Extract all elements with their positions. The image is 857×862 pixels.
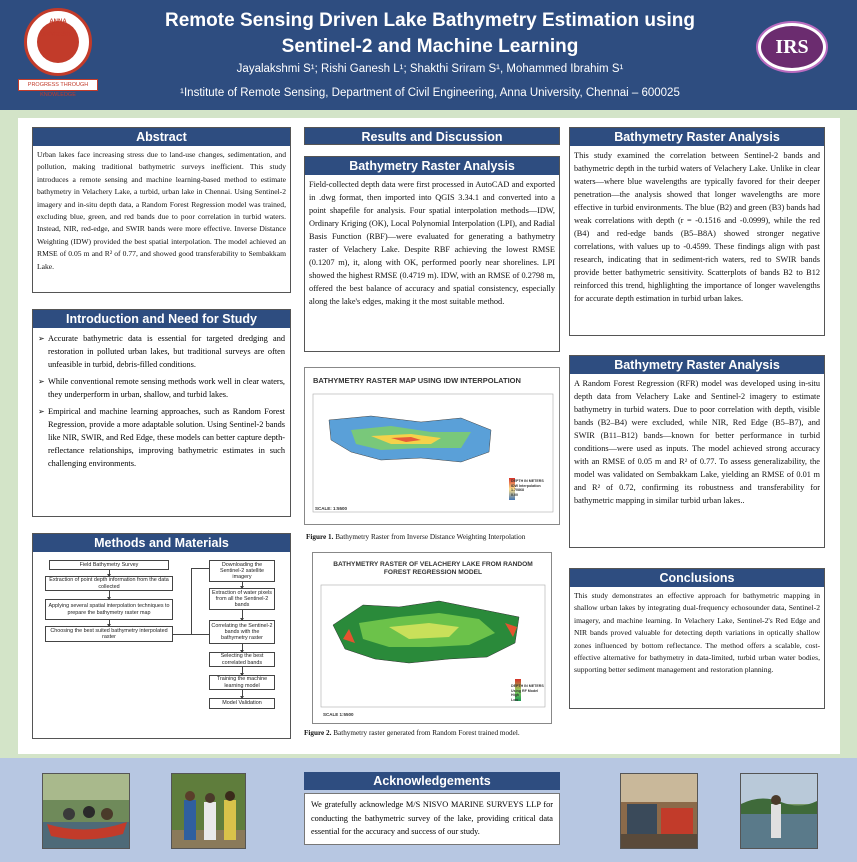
methods-flowchart [39,558,285,734]
authors: Jayalakshmi S¹; Rishi Ganesh L¹; Shakthi Sriram S¹, Mohammed Ibrahim S¹ [236,63,624,75]
flow-step: Selecting the best correlated bands [209,652,275,667]
figure1-caption: Figure 1. Bathymetry Raster from Inverse Distance Weighting Interpolation [306,533,526,541]
anna-university-logo: ANNA UNIVERSITY PROGRESS THROUGH KNOWLEDGE [18,8,98,93]
field-photo-lake [740,773,818,849]
flow-step: Correlating the Sentinel-2 bands with the bathymetry raster [209,620,275,644]
band-correlation-heading: Bathymetry Raster Analysis [570,128,824,146]
idw-map-title: BATHYMETRY RASTER MAP USING IDW INTERPOLATION [313,376,521,385]
band-correlation-section [569,127,825,336]
flow-step: Training the machine learning model [209,675,275,690]
conclusions-section [569,568,825,709]
flow-step: Extraction of point depth information from the data collected [45,576,173,591]
band-correlation-body: This study examined the correlation between Sentinel-2 bands and bathymetric depth in the turbid waters of Velachery Lake. Unlike in clear waters—where blue wavelengths are typically favored for their deeper penetration—the analysis showed that longer wavelengths are more effective in turbid environments. The blue (B2) and green (B3) bands had weak correlations with depth (r = -0.1516 and -0.0999), while the red (B4) and red-edge bands (B5–B8A) showed stronger negative correlations, with values up to -0.4599. These findings align with past research, indicating that in sediment-rich waters, red to SWIR bands provide better bathymetric sensitivity. Scatterplots of bands B2 to B12 reinforced this trend, highlighting the importance of longer wavelengths for accurate depth estimation in turbid urban lakes. [574,151,820,303]
field-photo-boat [42,773,130,849]
list-item: ➢ While conventional remote sensing methods work well in clear waters, they underperform in urban, shallow, and turbid lakes. [38,375,285,401]
results-heading: Results and Discussion [304,127,560,145]
methods-section [32,533,291,739]
rf-model-heading: Bathymetry Raster Analysis [570,356,824,374]
rf-map-title: BATHYMETRY RASTER OF VELACHERY LAKE FROM RANDOM FOREST REGRESSION MODEL [333,561,533,576]
acknowledgements-heading: Acknowledgements [304,772,560,790]
idw-map-scale: SCALE: 1:5500 [315,506,348,511]
flow-step: Applying several spatial interpolation techniques to prepare the bathymetry raster map [45,599,173,620]
abstract-body: Urban lakes face increasing stress due to land-use changes, sedimentation, and pollution, making traditional bathymetric surveys inefficient. This study introduces a remote sensing and machine learning-based method to estimate bathymetry in Velachery Lake, a turbid, urban lake in Chennai. Using Sentinel-2 imagery and in-situ depth data, a Random Forest Regression model was trained, excluding blue, green, and red bands due to poor correlation in turbid waters. Instead, NIR, red-edge, and SWIR bands were more effective. Inverse Distance Weighting (IDW) provided the best spatial interpolation. The model achieved an RMSE of 0.05 m and R² of 0.77, and showed good transferability to Sembakkam Lake. [37,150,286,271]
introduction-heading: Introduction and Need for Study [33,310,290,328]
conclusions-heading: Conclusions [570,569,824,587]
rf-model-section [569,355,825,548]
abstract-section [32,127,291,293]
results-section [304,156,560,352]
figure2-caption: Figure 2. Bathymetry raster generated from Random Forest trained model. [304,729,520,737]
field-photo-team [171,773,246,849]
flow-step: Extraction of water pixels from all the Sentinel-2 bands [209,588,275,610]
flow-step: Field Bathymetry Survey [49,560,169,570]
introduction-section [32,309,291,517]
poster-header [0,0,857,110]
results-body: Field-collected depth data were first processed in AutoCAD and exported in .dwg format, then imported into QGIS 3.34.1 and converted into a point shapefile for analysis. Four spatial interpolation methods—IDW, Ordinary Kriging (OK), Local Polynomial Interpolation (LPI), and Radial Basis Function (RBF)—were evaluated for generating a bathymetry raster of Velachery Lake. Despite RBF achieving the lowest RMSE (0.1207 m), it, along with OK, performed poorly near shorelines. LPI showed the highest RMSE (0.4719 m). IDW, with an RMSE of 0.2798 m, offered the best balance of accuracy and spatial consistency, especially along the lake's edges, making it the most suitable method. [309,180,555,306]
list-item: ➢ Empirical and machine learning approaches, such as Random Forest Regression, provide a more adaptable solution. Using Sentinel-2 bands like NIR, SWIR, and Red Edge, these models can better capture depth-reflectance relationships, improving bathymetric estimates in such challenging environments. [38,405,285,470]
acknowledgements-body: We gratefully acknowledge M/S NISVO MARINE SURVEYS LLP for conducting the bathymetric survey of the lake, providing critical data essential for the accuracy and success of our study. [304,793,560,845]
rf-map-scale: SCALE 1:5500 [323,712,354,717]
abstract-heading: Abstract [33,128,290,146]
idw-map-figure: BATHYMETRY RASTER MAP USING IDW INTERPOLATION DEPTH IN METERS IDW Interpolation 1.70868 0.00 SCALE: 1:5500 [304,367,560,525]
introduction-list [33,328,290,470]
conclusions-body: This study demonstrates an effective approach for bathymetric mapping in shallow urban lakes by integrating dual-frequency echosounder data, Sentinel-2 imagery, and machine learning. In Velachery Lake, Sentinel-2's Red Edge and NIR bands proved valuable for detecting depth variations in optically shallow zones influenced by bottom reflectance. The method offers a scalable, cost-effective alternative for bathymetry in data-limited, turbid urban water bodies, supporting better sediment management and restoration planning. [574,591,820,675]
list-item: ➢ Accurate bathymetric data is essential for targeted dredging and restoration in polluted urban lakes, but traditional surveys are often unfeasible in turbid, debris-filled conditions. [38,332,285,371]
flow-step: Choosing the best suited bathymetry interpolated raster [45,626,173,642]
results-sub-heading: Bathymetry Raster Analysis [305,157,559,175]
flow-step: Downloading the Sentinel-2 satellite imagery [209,560,275,582]
flow-step: Model Validation [209,698,275,709]
field-photo-equipment [620,773,698,849]
methods-heading: Methods and Materials [33,534,290,552]
irs-logo: IRS [758,23,826,71]
rf-map-figure: BATHYMETRY RASTER OF VELACHERY LAKE FROM RANDOM FOREST REGRESSION MODEL DEPTH IN METERS Using RF Model High Low SCALE 1:5500 [312,552,552,724]
poster-title: Remote Sensing Driven Lake Bathymetry Estimation using Sentinel-2 and Machine Learning [164,10,696,57]
rf-model-body: A Random Forest Regression (RFR) model was developed using in-situ depth data from Velachery Lake and Sentinel-2 imagery to estimate bathymetry in turbid waters. Due to poor correlation with depth, visible bands (B2–B4) were excluded, while NIR, Red Edge (B5–B7), and SWIR (B11–B12) bands—known for better performance in turbid conditions—were used as inputs. The model achieved strong accuracy with an RMSE of 0.05 m and R² of 0.77. To assess generalizability, the model was validated on Sembakkam Lake, yielding an RMSE of 0.01 m and R² of 0.72, confirming its robustness and transferability for bathymetric mapping in similar turbid urban lakes.. [574,379,820,505]
affiliation: ¹Institute of Remote Sensing, Department of Civil Engineering, Anna University, Chennai – 600025 [180,87,680,99]
